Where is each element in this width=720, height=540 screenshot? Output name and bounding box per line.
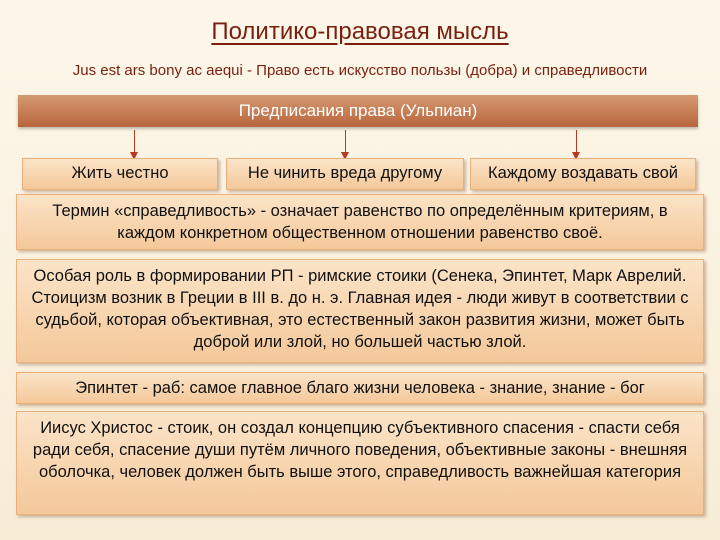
slide-title: Политико-правовая мысль (211, 18, 509, 45)
epictetus-box: Эпинтет - раб: самое главное благо жизни человека - знание, знание - бог (16, 372, 704, 404)
precept-live-honestly: Жить честно (22, 158, 218, 190)
slide-subtitle: Jus est ars bony ac aequi - Право есть искусство пользы (добра) и справедливости (72, 62, 648, 79)
stoics-role-box: Особая роль в формировании РП - римские стоики (Сенека, Эпинтет, Марк Аврелий. Стоицизм возник в Греции в III в. до н. э. Главная идея - люди живут в соответствии с судьбой, которая объективная, это естественный закон развития жизни, может быть доброй или злой, но большей частью злой. (16, 259, 704, 363)
precept-do-no-harm: Не чинить вреда другому (226, 158, 464, 190)
justice-definition-box: Термин «справедливость» - означает равенство по определённым критериям, в каждом конкретном общественном отношении равенство своё. (16, 194, 704, 250)
precepts-header: Предписания права (Ульпиан) (18, 95, 698, 127)
precept-give-each-his-own: Каждому воздавать свой (470, 158, 696, 190)
jesus-christ-box: Иисус Христос - стоик, он создал концепцию субъективного спасения - спасти себя ради себя, спасение души путём личного поведения, объективные законы - внешняя оболочка, человек должен быть выше этого, справедливость важнейшая категория (16, 411, 704, 515)
